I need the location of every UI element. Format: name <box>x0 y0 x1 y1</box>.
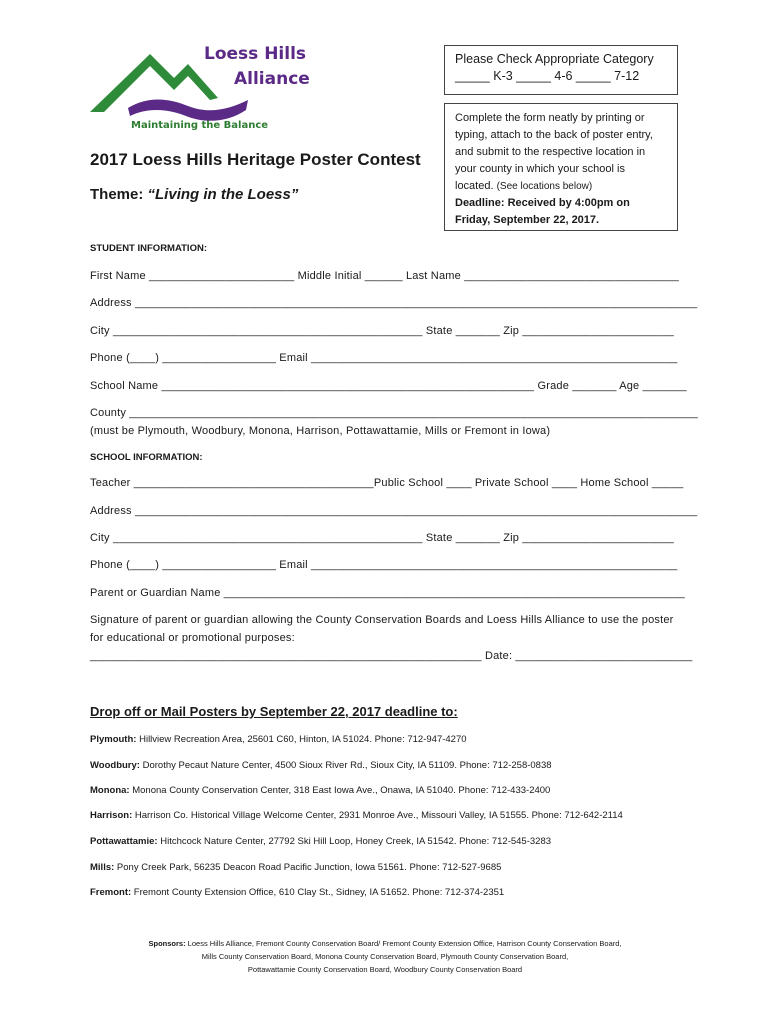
instructions-located: located. <box>455 180 494 192</box>
contest-title: 2017 Loess Hills Heritage Poster Contest <box>90 150 421 169</box>
instructions-line-5 <box>455 178 667 195</box>
location-monona <box>90 785 550 796</box>
location-county: Pottawattamie: <box>90 836 158 847</box>
location-detail: Hillview Recreation Area, 25601 C60, Hinton, IA 51024. Phone: 712-947-4270 <box>136 734 467 745</box>
category-box <box>444 45 678 95</box>
location-detail: Dorothy Pecaut Nature Center, 4500 Sioux River Rd., Sioux City, IA 51109. Phone: 712-258-0838 <box>139 760 552 771</box>
instructions-line-3: and submit to the respective location in <box>455 146 646 158</box>
location-detail: Hitchcock Nature Center, 27792 Ski Hill Loop, Honey Creek, IA 51542. Phone: 712-545-3283 <box>157 836 552 847</box>
purple-river-shape <box>128 100 248 121</box>
teacher-field[interactable]: Teacher ______________________________________Public School ____ Private School ____ Home School _____ <box>90 477 684 489</box>
school-phone-field[interactable]: Phone (____) __________________ Email __________________________________________________________ <box>90 559 678 571</box>
sponsors-label: Sponsors: <box>148 939 186 948</box>
instructions-line-2: typing, attach to the back of poster entry, <box>455 129 653 141</box>
signature-text-1: Signature of parent or guardian allowing the County Conservation Boards and Loess Hills Alliance to use the poster <box>90 614 674 626</box>
county-note: (must be Plymouth, Woodbury, Monona, Harrison, Pottawattamie, Mills or Fremont in Iowa) <box>90 425 551 437</box>
instructions-line-1: Complete the form neatly by printing or <box>455 112 645 124</box>
location-county: Monona: <box>90 785 130 796</box>
instructions-box <box>444 103 678 231</box>
category-options[interactable]: _____ K-3 _____ 4-6 _____ 7-12 <box>455 69 640 83</box>
sponsors-line-2: Mills County Conservation Board, Monona County Conservation Board, Plymouth County Conservation Board, <box>201 952 569 961</box>
logo-line-2: Alliance <box>234 69 310 89</box>
student-phone-field[interactable]: Phone (____) __________________ Email __________________________________________________________ <box>90 352 678 364</box>
logo-tagline: Maintaining the Balance <box>131 120 269 131</box>
location-county: Harrison: <box>90 810 133 821</box>
student-address-field[interactable]: Address _________________________________________________________________________________________ <box>90 297 698 309</box>
theme-value: “Living in the Loess” <box>147 186 299 203</box>
logo-line-1: Loess Hills <box>204 44 307 64</box>
location-detail: Monona County Conservation Center, 318 East Iowa Ave., Onawa, IA 51040. Phone: 712-433-2400 <box>129 785 551 796</box>
student-name-field[interactable]: First Name _______________________ Middle Initial ______ Last Name __________________________________ <box>90 270 680 282</box>
theme-label: Theme: <box>90 186 148 203</box>
location-pottawattamie <box>90 836 551 847</box>
location-fremont <box>90 887 504 898</box>
school-info-heading: SCHOOL INFORMATION: <box>90 452 203 463</box>
signature-date-field[interactable]: ______________________________________________________________ Date: ____________________________ <box>90 650 693 662</box>
location-county: Fremont: <box>90 887 132 898</box>
deadline-line-1: Deadline: Received by 4:00pm on <box>455 197 630 209</box>
school-address-field[interactable]: Address _________________________________________________________________________________________ <box>90 505 698 517</box>
signature-text-2: for educational or promotional purposes: <box>90 632 295 644</box>
category-heading: Please Check Appropriate Category <box>455 52 654 66</box>
location-county: Woodbury: <box>90 760 140 771</box>
location-detail: Harrison Co. Historical Village Welcome Center, 2931 Monroe Ave., Missouri Valley, IA 51555. Phone: 712-642-2114 <box>132 810 623 821</box>
location-woodbury <box>90 760 552 771</box>
location-detail: Pony Creek Park, 56235 Deacon Road Pacific Junction, Iowa 51561. Phone: 712-527-9685 <box>114 862 502 873</box>
student-county-field[interactable]: County __________________________________________________________________________________________ <box>90 407 698 419</box>
sponsors-line-3: Pottawattamie County Conservation Board, Woodbury County Conservation Board <box>247 965 523 974</box>
student-school-field[interactable]: School Name ___________________________________________________________ Grade _______ Age _______ <box>90 380 687 392</box>
guardian-name-field[interactable]: Parent or Guardian Name _________________________________________________________________________ <box>90 587 685 599</box>
deadline-line-2: Friday, September 22, 2017. <box>455 214 600 226</box>
instructions-see-locations: (See locations below) <box>496 181 593 192</box>
student-info-heading: STUDENT INFORMATION: <box>90 243 207 254</box>
drop-off-heading: Drop off or Mail Posters by September 22, 2017 deadline to: <box>90 704 458 719</box>
location-county: Plymouth: <box>90 734 137 745</box>
loess-hills-alliance-logo <box>88 38 308 138</box>
school-city-field[interactable]: City _________________________________________________ State _______ Zip ________________________ <box>90 532 675 544</box>
location-detail: Fremont County Extension Office, 610 Clay St., Sidney, IA 51652. Phone: 712-374-2351 <box>131 887 505 898</box>
sponsors-block <box>60 937 710 976</box>
location-plymouth <box>90 734 467 745</box>
theme-line <box>90 186 298 203</box>
sponsors-text-1: Loess Hills Alliance, Fremont County Conservation Board/ Fremont County Extension Office, Harrison County Conservation Board, <box>185 939 622 948</box>
student-city-field[interactable]: City _________________________________________________ State _______ Zip ________________________ <box>90 325 675 337</box>
location-harrison <box>90 810 623 821</box>
instructions-line-4: your county in which your school is <box>455 163 625 175</box>
location-county: Mills: <box>90 862 115 873</box>
location-mills <box>90 862 501 873</box>
sponsors-line-1 <box>60 937 710 950</box>
